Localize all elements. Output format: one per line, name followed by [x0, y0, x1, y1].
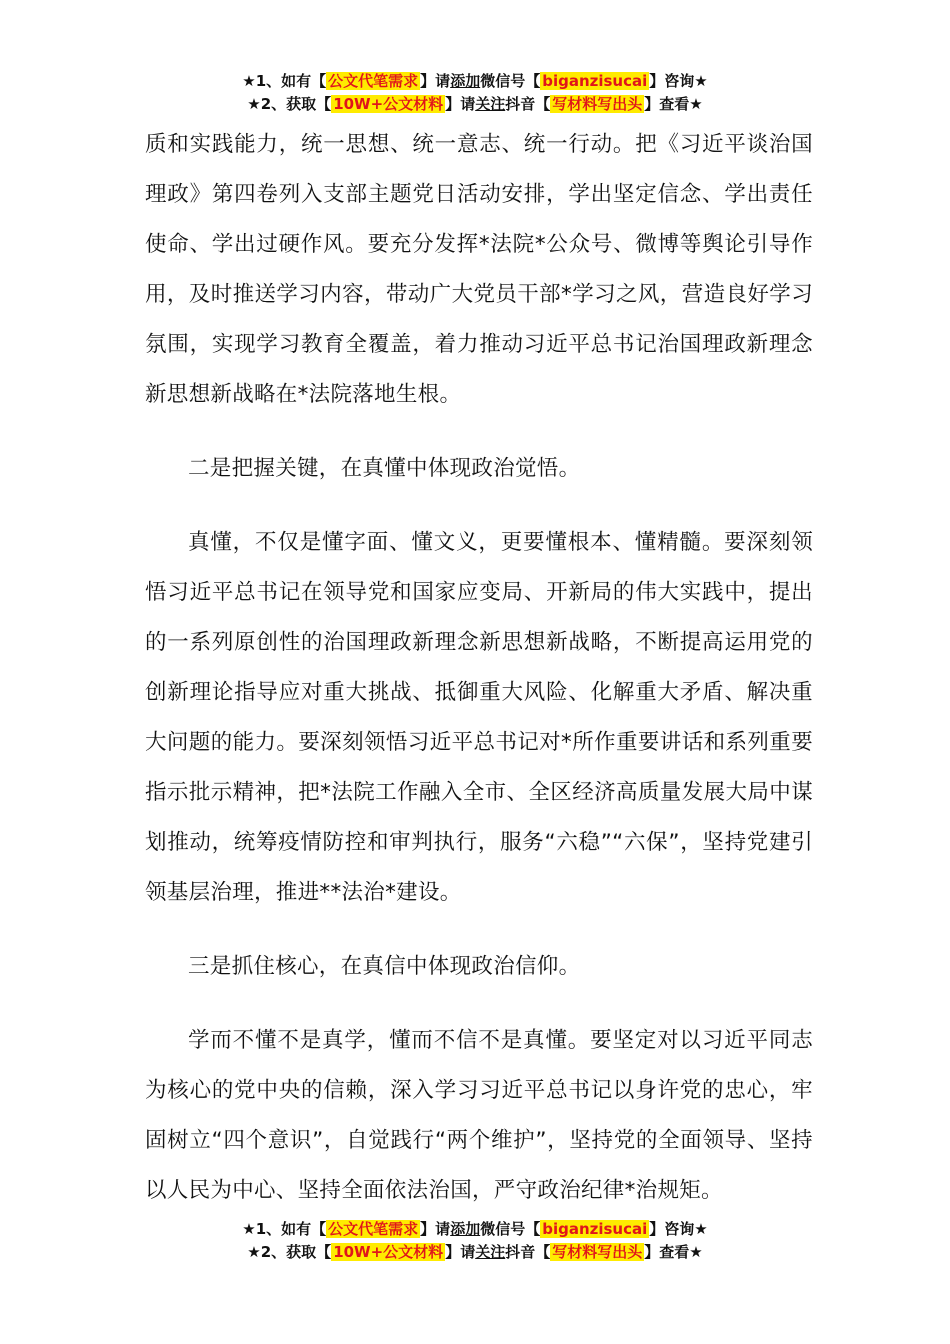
banner-text: ★1、如有【	[242, 72, 327, 90]
banner-line-1	[0, 1218, 950, 1241]
header-banner	[0, 70, 950, 116]
document-body	[145, 120, 813, 1216]
banner-underlined-text: 关注	[475, 1243, 506, 1261]
paragraph-2: 真懂，不仅是懂字面、懂文义，更要懂根本、懂精髓。要深刻领悟习近平总书记在领导党和国家应变局、开新局的伟大实践中，提出的一系列原创性的治国理政新理念新思想新战略，不断提高运用党的创新理论指导应对重大挑战、抵御重大风险、化解重大矛盾、解决重大问题的能力。要深刻领悟习近平总书记对*所作重要讲话和系列重要指示批示精神，把*法院工作融入全市、全区经济高质量发展大局中谋划推动，统筹疫情防控和审判执行，服务“六稳”“六保”，坚持党建引领基层治理，推进**法治*建设。	[145, 530, 813, 905]
banner-underlined-text: 添加	[450, 72, 481, 90]
section-heading-3: 三是抓住核心，在真信中体现政治信仰。	[188, 954, 581, 979]
banner-line-2	[0, 93, 950, 116]
footer-banner	[0, 1218, 950, 1264]
banner-line-2	[0, 1241, 950, 1264]
highlight-douyin-account: 写材料写出头	[552, 1243, 643, 1261]
banner-text: 】咨询★	[649, 72, 708, 90]
banner-text: 抖音【	[505, 95, 551, 113]
highlight-materials: 10W+公文材料	[333, 95, 444, 113]
banner-text: 】请	[420, 1220, 451, 1238]
highlight-materials: 10W+公文材料	[333, 1243, 444, 1261]
banner-text: ★2、获取【	[247, 95, 332, 113]
banner-text: 】请	[420, 72, 451, 90]
banner-text: 】请	[445, 95, 476, 113]
highlight-service: 公文代笔需求	[328, 1220, 419, 1238]
banner-text: 微信号【	[480, 72, 541, 90]
paragraph-continued: 质和实践能力，统一思想、统一意志、统一行动。把《习近平谈治国理政》第四卷列入支部主题党日活动安排，学出坚定信念、学出责任使命、学出过硬作风。要充分发挥*法院*公众号、微博等舆论引导作用，及时推送学习内容，带动广大党员干部*学习之风，营造良好学习氛围，实现学习教育全覆盖，着力推动习近平总书记治国理政新理念新思想新战略在*法院落地生根。	[145, 132, 813, 407]
banner-text: 】查看★	[644, 1243, 703, 1261]
banner-text: ★1、如有【	[242, 1220, 327, 1238]
banner-text: 抖音【	[505, 1243, 551, 1261]
banner-underlined-text: 添加	[450, 1220, 481, 1238]
banner-underlined-text: 关注	[475, 95, 506, 113]
highlight-wechat-id: biganzisucai	[542, 72, 648, 90]
highlight-service: 公文代笔需求	[328, 72, 419, 90]
section-heading-2: 二是把握关键，在真懂中体现政治觉悟。	[188, 456, 581, 481]
banner-text: 】请	[445, 1243, 476, 1261]
banner-text: 】查看★	[644, 95, 703, 113]
banner-text: 】咨询★	[649, 1220, 708, 1238]
paragraph-3: 学而不懂不是真学，懂而不信不是真懂。要坚定对以习近平同志为核心的党中央的信赖，深入学习习近平总书记以身许党的忠心，牢固树立“四个意识”，自觉践行“两个维护”，坚持党的全面领导、坚持以人民为中心、坚持全面依法治国，严守政治纪律*治规矩。	[145, 1028, 813, 1203]
banner-text: ★2、获取【	[247, 1243, 332, 1261]
banner-text: 微信号【	[480, 1220, 541, 1238]
highlight-wechat-id: biganzisucai	[542, 1220, 648, 1238]
banner-line-1	[0, 70, 950, 93]
highlight-douyin-account: 写材料写出头	[552, 95, 643, 113]
